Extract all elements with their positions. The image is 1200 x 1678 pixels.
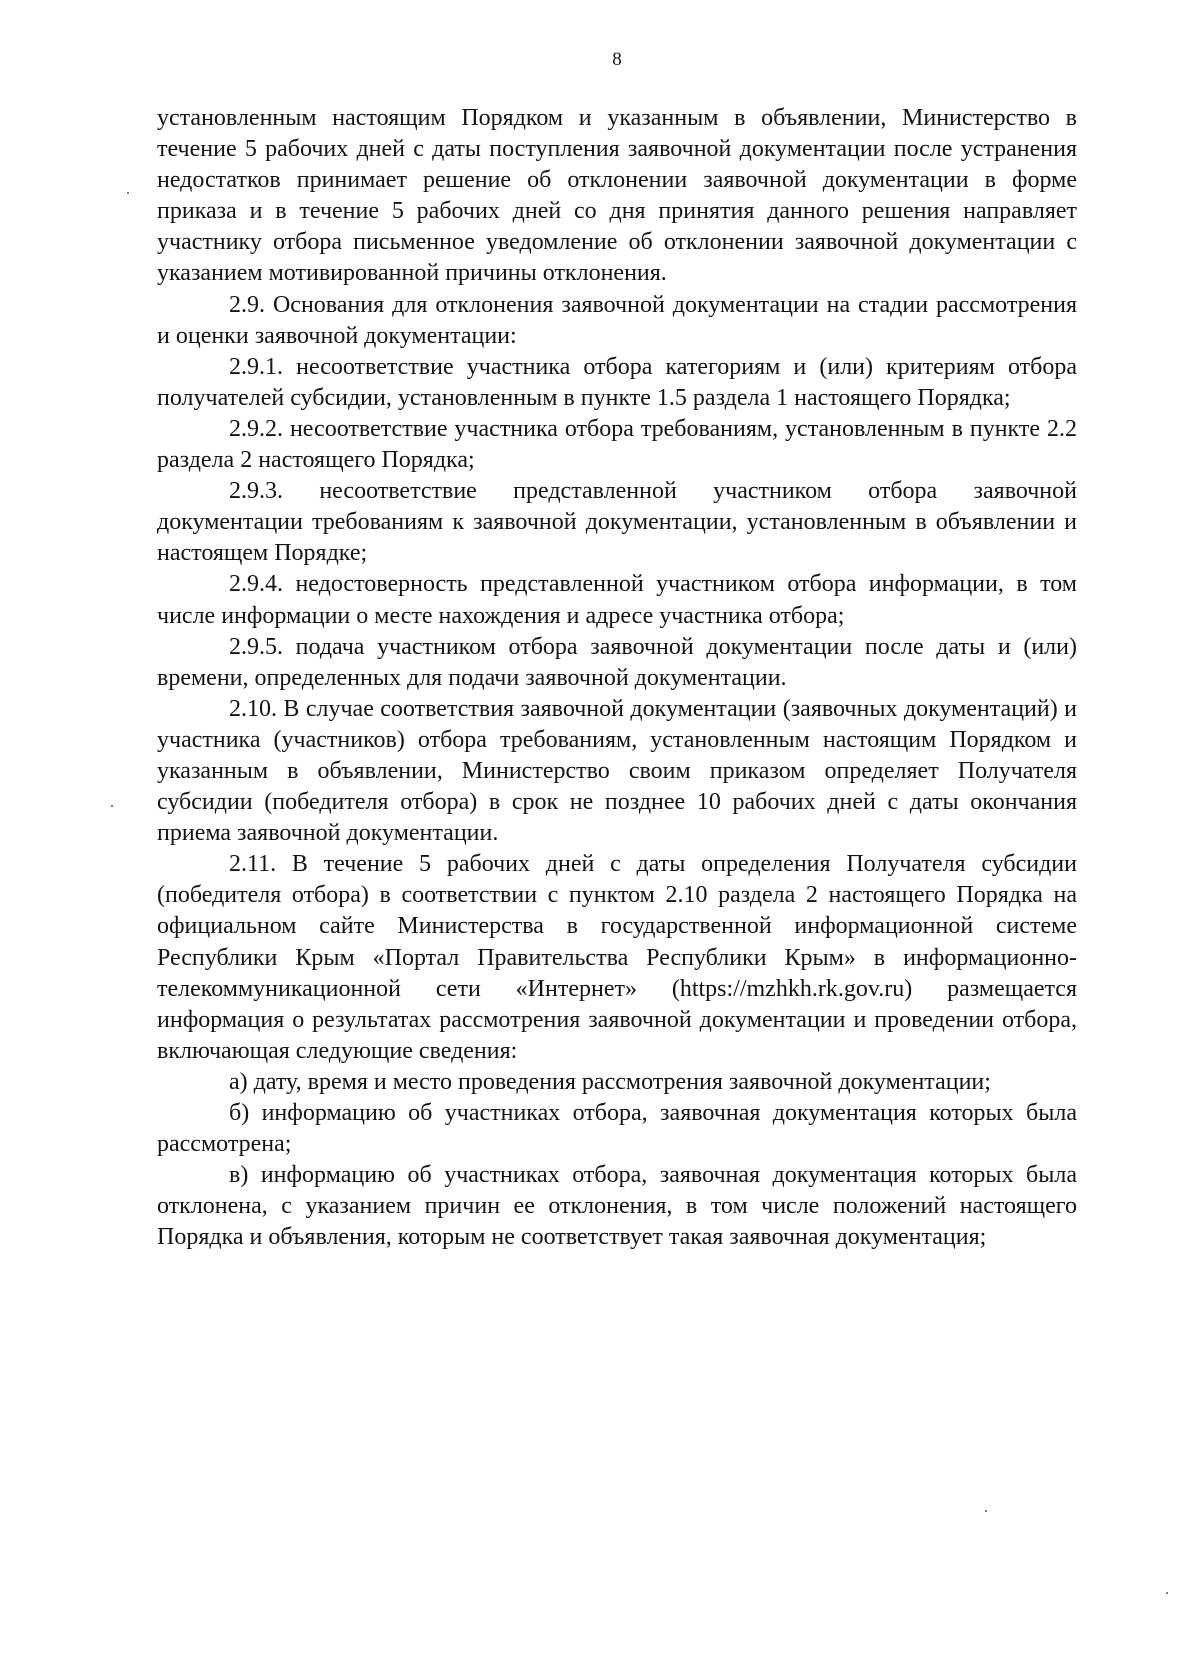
page-number: 8	[612, 49, 622, 70]
paragraph-2-9-4: 2.9.4. недостоверность представленной участником отбора информации, в том числе информации о месте нахождения и адресе участника отбора;	[157, 571, 1077, 629]
scan-speck	[1166, 1592, 1168, 1594]
paragraph-2-9-2: 2.9.2. несоответствие участника отбора требованиям, установленным в пункте 2.2 раздела 2 настоящего Порядка;	[157, 415, 1077, 474]
paragraph-item-b: б) информацию об участниках отбора, заявочная документация которых была рассмотрена;	[157, 1100, 1077, 1158]
paragraph-2-10: 2.10. В случае соответствия заявочной документации (заявочных документаций) и участника (участников) отбора требованиям, установленным настоящим Порядком и указанным в объявлении, Министерство своим приказом определяет Получателя субсидии (победителя отбора) в срок не позднее 10 рабочих дней с даты окончания приема заявочной документации.	[157, 695, 1077, 847]
paragraph-item-a: а) дату, время и место проведения рассмотрения заявочной документации;	[229, 1068, 991, 1095]
scan-speck	[111, 805, 113, 807]
paragraph-2-9: 2.9. Основания для отклонения заявочной документации на стадии рассмотрения и оценки заявочной документации:	[157, 291, 1077, 349]
scan-speck	[985, 1510, 987, 1512]
paragraph-continuation: установленным настоящим Порядком и указанным в объявлении, Министерство в течение 5 рабочих дней с даты поступления заявочной документации после устранения недостатков принимает решение об отклонении заявочной документации в форме приказа и в течение 5 рабочих дней со дня принятия данного решения направляет участнику отбора письменное уведомление об отклонении заявочной документации с указанием мотивированной причины отклонения.	[157, 105, 1077, 287]
paragraph-2-11: 2.11. В течение 5 рабочих дней с даты определения Получателя субсидии (победителя отбора) в соответствии с пунктом 2.10 раздела 2 настоящего Порядка на официальном сайте Министерства в государственной информационной системе Республики Крым «Портал Правительства Республики Крым» в информационно-телекоммуникационной сети «Интернет» (https://mzhkh.rk.gov.ru) размещается информация о результатах рассмотрения заявочной документации и проведении отбора, включающая следующие сведения:	[157, 851, 1077, 1064]
document-body	[157, 103, 1077, 1253]
paragraph-2-9-5: 2.9.5. подача участником отбора заявочной документации после даты и (или) времени, определенных для подачи заявочной документации.	[157, 633, 1077, 691]
scan-speck	[127, 192, 129, 194]
paragraph-2-9-3: 2.9.3. несоответствие представленной участником отбора заявочной документации требованиям к заявочной документации, установленным в объявлении и настоящем Порядке;	[157, 478, 1077, 567]
paragraph-2-9-1: 2.9.1. несоответствие участника отбора категориям и (или) критериям отбора получателей субсидии, установленным в пункте 1.5 раздела 1 настоящего Порядка;	[157, 353, 1077, 411]
paragraph-item-v: в) информацию об участниках отбора, заявочная документация которых была отклонена, с указанием причин ее отклонения, в том числе положений настоящего Порядка и объявления, которым не соответствует такая заявочная документация;	[157, 1162, 1077, 1251]
